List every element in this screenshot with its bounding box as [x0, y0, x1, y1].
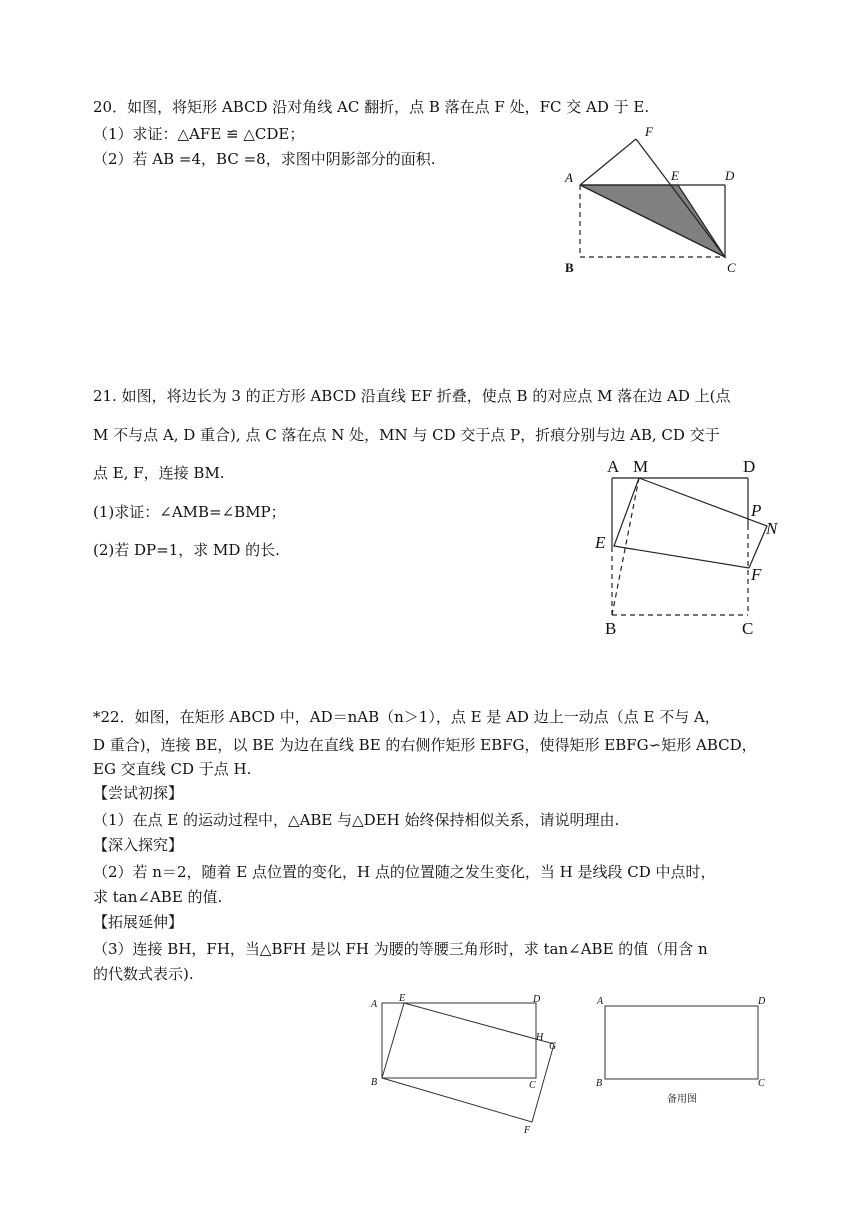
q22-main-figure: [365, 990, 570, 1140]
label-M: M: [633, 457, 649, 476]
label-A: A: [607, 457, 620, 476]
label-E: E: [399, 993, 406, 1004]
q21-part2: (2)若 DP=1，求 MD 的长.: [93, 541, 280, 559]
q21-figure: [585, 450, 795, 645]
label-D: D: [725, 168, 735, 183]
label-F: F: [645, 124, 653, 139]
q21-stem-line2: M 不与点 A, D 重合), 点 C 落在点 N 处，MN 与 CD 交于点 P，折痕分别与边 AB, CD 交于: [93, 426, 720, 444]
spare-figure-caption: 备用图: [667, 1094, 697, 1105]
label-A: A: [565, 170, 573, 185]
q22-spare-figure: [592, 990, 777, 1110]
q20-part1: （1）求证：△AFE ≌ △CDE；: [93, 125, 305, 143]
q22-heading-extend: 【拓展延伸】: [93, 913, 184, 931]
q21-stem-line3: 点 E, F，连接 BM.: [93, 464, 225, 482]
label-P: P: [751, 501, 762, 520]
label-N: N: [766, 519, 778, 538]
q22-part2-line1: （2）若 n＝2，随着 E 点位置的变化，H 点的位置随之发生变化，当 H 是线段 CD 中点时，: [93, 863, 716, 881]
label-C: C: [529, 1080, 536, 1091]
q22-heading-explore: 【深入探究】: [93, 836, 184, 854]
label-B: B: [605, 619, 617, 638]
q21-part1: (1)求证：∠AMB=∠BMP；: [93, 503, 286, 521]
q22-stem-line3: EG 交直线 CD 于点 H.: [93, 760, 252, 778]
q20-figure: [560, 122, 750, 282]
label-H: H: [536, 1032, 544, 1043]
label-C: C: [742, 619, 754, 638]
q20-stem: 20．如图，将矩形 ABCD 沿对角线 AC 翻折，点 B 落在点 F 处，FC 交 AD 于 E.: [93, 98, 650, 116]
q22-stem-line1: *22．如图，在矩形 ABCD 中，AD＝nAB（n＞1），点 E 是 AD 边上一动点（点 E 不与 A，: [93, 708, 720, 726]
label-G: G: [549, 1041, 557, 1052]
label-C: C: [727, 260, 736, 275]
q22-stem-line2: D 重合)，连接 BE，以 BE 为边在直线 BE 的右侧作矩形 EBFG，使得矩形 EBFG∽矩形 ABCD，: [93, 736, 757, 754]
label-D: D: [758, 996, 766, 1007]
q22-part3-line1: （3）连接 BH，FH，当△BFH 是以 FH 为腰的等腰三角形时，求 tan∠ABE 的值（用含 n: [93, 940, 708, 958]
q20-part2: （2）若 AB =4，BC =8，求图中阴影部分的面积.: [93, 150, 436, 168]
label-A: A: [597, 996, 604, 1007]
label-B: B: [565, 260, 574, 275]
q22-part1: （1）在点 E 的运动过程中，△ABE 与△DEH 始终保持相似关系，请说明理由.: [93, 811, 620, 829]
label-B: B: [371, 1077, 378, 1088]
label-C: C: [758, 1078, 765, 1089]
q22-part3-line2: 的代数式表示).: [93, 965, 194, 983]
label-F: F: [751, 565, 762, 584]
label-D: D: [533, 994, 541, 1005]
label-A: A: [371, 999, 378, 1010]
label-E: E: [671, 168, 679, 183]
q21-stem-line1: 21. 如图，将边长为 3 的正方形 ABCD 沿直线 EF 折叠，使点 B 的对应点 M 落在边 AD 上(点: [93, 387, 731, 405]
label-F: F: [524, 1125, 531, 1136]
label-B: B: [596, 1078, 603, 1089]
q22-part2-line2: 求 tan∠ABE 的值.: [93, 888, 223, 906]
q22-heading-try: 【尝试初探】: [93, 784, 184, 802]
label-D: D: [743, 457, 756, 476]
label-E: E: [595, 533, 606, 552]
